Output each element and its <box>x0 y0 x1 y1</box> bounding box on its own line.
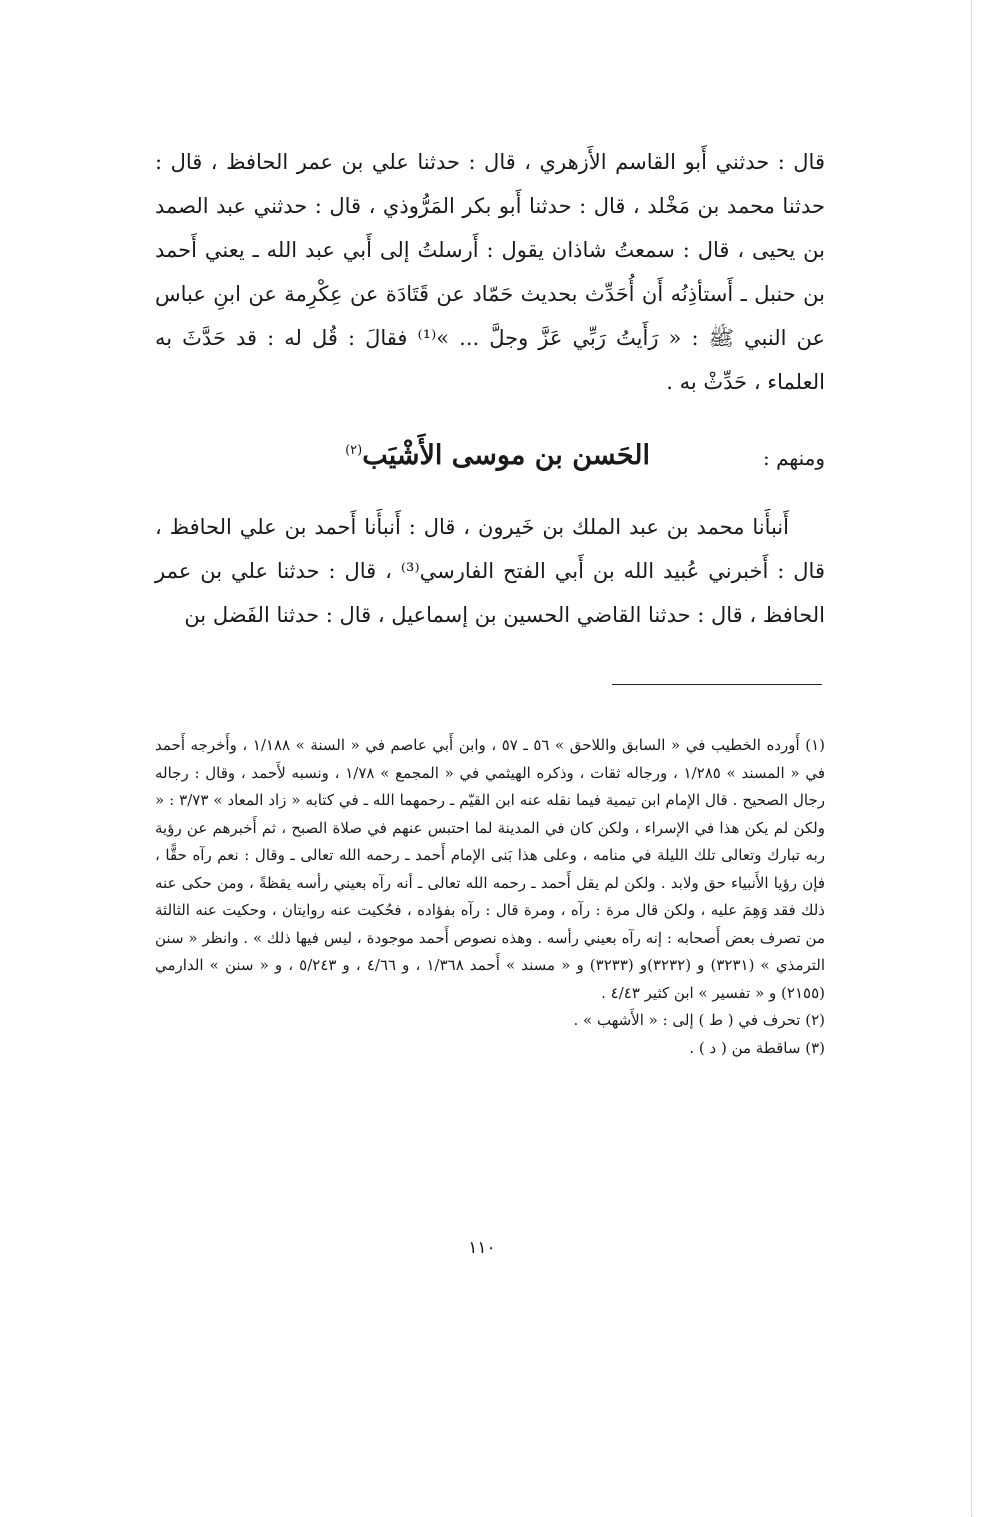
footnote-separator <box>612 684 822 685</box>
second-paragraph: أَنبأَنا محمد بن عبد الملك بن خَيرون ، قال : أَنبأَنا أَحمد بن علي الحافظ ، قال : أَخبرني عُبيد الله بن أَبي الفتح الفارسي⁽³⁾ ، قال : حدثنا علي بن عمر الحافظ ، قال : حدثنا القاضي الحسين بن إسماعيل ، قال : حدثنا الفَضل بن <box>155 515 825 627</box>
footnote-1: (١) أَورده الخطيب في « السابق واللاحق » ٥٦ ـ ٥٧ ، وابن أَبي عاصم في « السنة » ١/١٨٨ ، وأَخرجه أَحمد في « المسند » ١/٢٨٥ ، ورجاله ثقات ، وذكره الهيثمي في « المجمع » ١/٧٨ ، ونسبه لأَحمد ، وقال : رجاله رجال الصحيح . قال الإمام ابن تيمية فيما نقله عنه ابن القيّم ـ رحمهما الله ـ في كتابه « زاد المعاد » ٣/٧٣ : « ولكن لم يكن هذا في الإسراء ، ولكن كان في المدينة لما احتبس عنهم في صلاة الصبح ، ثم أَخبرهم عن رؤية ربه تبارك وتعالى تلك الليلة في منامه ، وعلى هذا بَنى الإمام أَحمد ـ رحمه الله تعالى ـ وقال : نعم رآه حقًّا ، فإن رؤيا الأَنبياء حق ولابد . ولكن لم يقل أَحمد ـ رحمه الله تعالى ـ أنه رآه بعيني رأسه يقظةً ، ومن حكى عنه ذلك فقد وَهِمَ عليه ، ولكن قال مرة : رآه ، ومرة قال : رآه بفؤاده ، فحُكيت عنه روايتان ، وحكيت عنه الثالثة من تصرف بعض أَصحابه : إنه رآه بعيني رأسه . وهذه نصوص أَحمد موجودة ، ليس فيها ذلك » . وانظر « سنن الترمذي » (٣٢٣١) و (٣٢٣٢)و (٣٢٣٣) و « مسند » أَحمد ١/٣٦٨ ، و ٤/٦٦ ، و ٥/٢٤٣ ، و « سنن » الدارمي (٢١٥٥) و « تفسير » ابن كثير ٤/٤٣ . <box>155 736 826 1002</box>
heading-prefix: ومنهم : <box>762 446 825 470</box>
main-paragraph: قال : حدثني أَبو القاسم الأَزهري ، قال : حدثنا علي بن عمر الحافظ ، قال : حدثنا محمد بن مَخْلد ، قال : حدثنا أَبو بكر المَرُّوذي ، قال : حدثني عبد الصمد بن يحيى ، قال : سمعتُ شاذان يقول : أَرسلتُ إلى أَبي عبد الله ـ يعني أَحمد بن حنبل ـ أَستأذِنُه أَن أُحَدِّث بحديث حَمّاد عن قَتَادَة عن عِكْرِمة عن ابنِ عباس عن النبي ﷺ : « رَأَيتُ رَبِّي عَزَّ وجلَّ ... »⁽¹⁾ فقالَ : قُل له : قد حَدَّثَ به العلماء ، حَدِّثْ به . <box>155 150 825 394</box>
scan-edge-line <box>971 0 972 1517</box>
heading-name <box>345 440 650 471</box>
heading-footnote-ref: (٢) <box>345 443 363 458</box>
second-text-block <box>155 505 825 637</box>
page-number: ١١٠ <box>468 1238 496 1258</box>
main-text-block <box>155 140 825 404</box>
section-heading <box>155 440 825 484</box>
footnote-2: (٢) تحرف في ( ط ) إلى : « الأَشهب » . <box>573 1011 825 1029</box>
heading-name-text: الحَسن بن موسى الأَشْيَب <box>362 440 650 471</box>
footnotes-block <box>155 732 825 1062</box>
footnote-3: (٣) ساقطة من ( د ) . <box>689 1038 825 1057</box>
